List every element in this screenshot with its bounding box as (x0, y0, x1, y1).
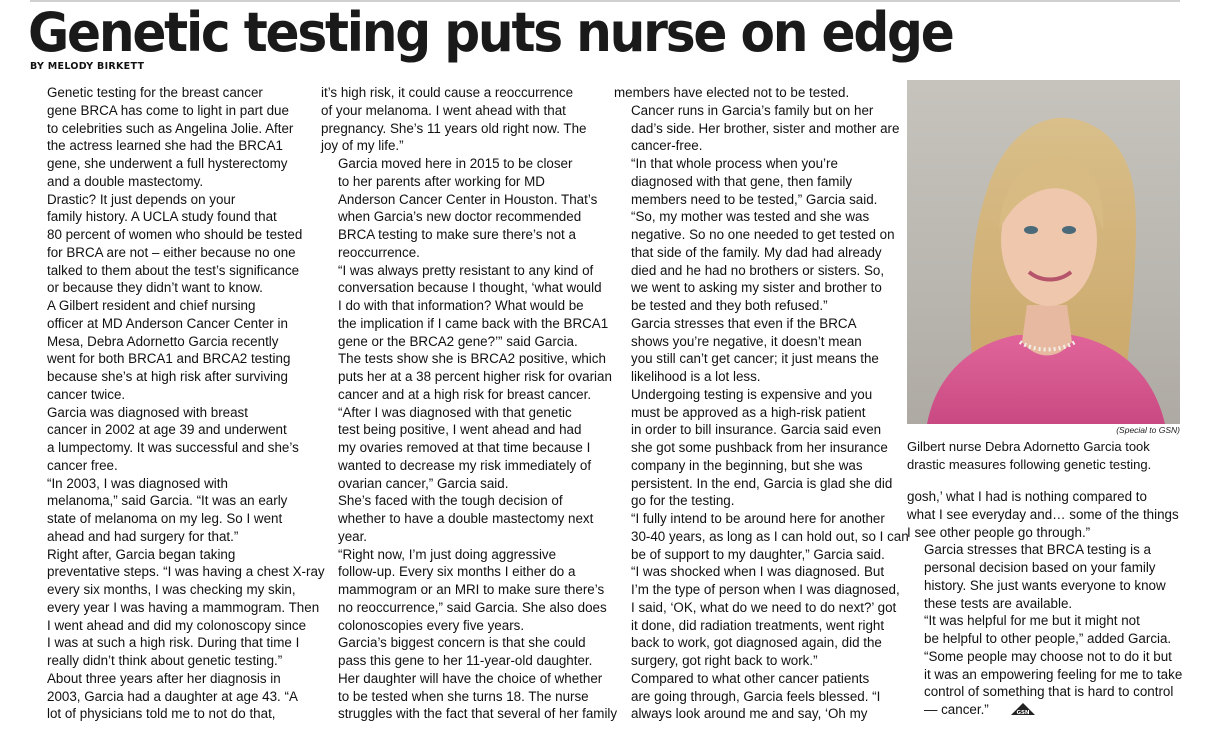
text-line: “I fully intend to be around here for another (631, 511, 885, 526)
text-line: and a double mastectomy. (47, 173, 204, 189)
article-paragraph (321, 155, 597, 262)
text-line: gosh,’ what I had is nothing compared to (907, 489, 1147, 504)
article-paragraph (30, 546, 325, 670)
text-line: history. She just wants everyone to know (924, 577, 1166, 593)
text-line: year. (338, 528, 368, 544)
text-line: About three years after her diagnosis in (47, 670, 281, 686)
text-line: “So, my mother was tested and she was (631, 209, 870, 225)
text-line: I’m the type of person when I was diagnosed, (631, 582, 900, 597)
text-line: of your melanoma. I went ahead with that (321, 102, 566, 118)
text-line: Garcia was diagnosed with breast (47, 404, 248, 420)
text-line: conversation because I thought, ‘what would (338, 280, 602, 296)
text-line: wanted to decrease my risk immediately of (338, 457, 592, 473)
text-line: Garcia moved here in 2015 to be closer (338, 156, 573, 171)
text-line: Anderson Cancer Center in Houston. That’s (338, 191, 598, 207)
text-line: state of melanoma on my leg. So I went (47, 511, 283, 526)
text-line: persistent. In the end, Garcia is glad she did (631, 475, 893, 491)
text-line: every six months, I was checking my skin, (47, 582, 296, 597)
article-paragraph (30, 84, 302, 191)
article-paragraph (30, 297, 302, 404)
text-line: — cancer.” (924, 702, 989, 717)
text-line: pregnancy. She’s 11 years old right now. The (321, 120, 587, 136)
text-line: what I see everyday and… some of the things (907, 506, 1179, 522)
article-paragraph (321, 84, 597, 155)
portrait-illustration (907, 80, 1180, 424)
text-line: gene or the BRCA2 gene?’” said Garcia. (338, 333, 578, 349)
article-paragraph (907, 541, 1182, 612)
text-line: ovarian cancer,” Garcia said. (338, 475, 509, 491)
text-line: because she’s at high risk after surviving (47, 369, 288, 384)
text-line: cancer twice. (47, 386, 126, 402)
article-paragraph (614, 510, 909, 563)
text-line: no reoccurrence,” said Garcia. She also does (338, 599, 607, 615)
text-line: Her daughter will have the choice of whether (338, 670, 603, 686)
caption-line: Gilbert nurse Debra Adornetto Garcia took (907, 439, 1150, 454)
text-line: members need to be tested,” Garcia said. (631, 191, 878, 207)
article-paragraph (614, 102, 900, 155)
text-line: to celebrities such as Angelina Jolie. After (47, 120, 294, 136)
text-line: mammogram or an MRI to make sure there’s (338, 582, 605, 597)
text-line: I went ahead and did my colonoscopy since (47, 617, 307, 633)
text-line: I said, ‘OK, what do we need to do next?’ got (631, 599, 897, 615)
article-paragraph (614, 670, 890, 723)
article-column-2 (321, 84, 618, 723)
text-line: test being positive, I went ahead and had (338, 422, 582, 438)
article-paragraph (614, 84, 890, 102)
text-line: it done, did radiation treatments, went right (631, 617, 885, 633)
article-paragraph (321, 404, 597, 493)
text-line: “It was helpful for me but it might not (924, 613, 1140, 629)
text-line: back to work, got diagnosed again, did the (631, 635, 882, 651)
text-line: my ovaries removed at that time because I (338, 440, 591, 455)
text-line: always look around me and say, ‘Oh my (631, 706, 868, 722)
text-line: control of something that is hard to control (924, 684, 1174, 700)
text-line: lot of physicians told me to not do that, (47, 706, 276, 722)
text-line: go for the testing. (631, 493, 735, 509)
text-line: Right after, Garcia began taking (47, 546, 236, 562)
text-line: shows you’re negative, it doesn’t mean (631, 333, 862, 349)
caption-line: drastic measures following genetic testing. (907, 456, 1152, 472)
article-paragraph (321, 350, 612, 403)
article-paragraph (321, 546, 607, 635)
article-paragraph (321, 634, 618, 723)
text-line: members have elected not to be tested. (614, 85, 850, 100)
headline: Genetic testing puts nurse on edge (28, 1, 953, 64)
text-line: for BRCA are not – either because no one (47, 244, 296, 260)
text-line: every year I was having a mammogram. Then (47, 599, 320, 615)
text-line: Garcia stresses that even if the BRCA (631, 315, 857, 331)
text-line: colonoscopies every five years. (338, 617, 525, 633)
text-line: whether to have a double mastectomy next (338, 511, 594, 526)
text-line: “I was shocked when I was diagnosed. But (631, 564, 885, 580)
gsn-end-mark-icon (993, 702, 1036, 721)
text-line: “Some people may choose not to do it but (924, 648, 1172, 664)
photo-caption (907, 438, 1182, 473)
text-line: “After I was diagnosed with that genetic (338, 404, 572, 420)
text-line: pass this gene to her 11-year-old daughter. (338, 653, 593, 668)
text-line: Garcia’s biggest concern is that she could (338, 635, 586, 651)
text-line: personal decision based on your family (924, 560, 1156, 575)
text-line: company in the beginning, but she was (631, 457, 863, 473)
text-line: died and he had no brothers or sisters. So, (631, 262, 885, 278)
text-line: she got some pushback from her insurance (631, 440, 888, 455)
text-line: be helpful to other people,” added Garcia. (924, 631, 1172, 646)
text-line: a lumpectomy. It was successful and she’s (47, 440, 299, 455)
article-paragraph (614, 155, 895, 315)
text-line: Mesa, Debra Adornetto Garcia recently (47, 333, 279, 349)
text-line: officer at MD Anderson Cancer Center in (47, 315, 288, 331)
text-line: these tests are available. (924, 595, 1073, 611)
text-line: preventative steps. “I was having a chest X-ray (47, 564, 325, 580)
text-line: 30-40 years, as long as I can hold out, so I can (631, 528, 909, 544)
text-line: surgery, got right back to work.” (631, 653, 818, 668)
text-line: cancer free. (47, 457, 118, 473)
article-paragraph (614, 386, 893, 510)
text-line: cancer-free. (631, 138, 703, 154)
text-line: Undergoing testing is expensive and you (631, 386, 873, 402)
article-paragraph (321, 262, 609, 351)
article-paragraph (30, 404, 302, 475)
article-column-3 (614, 84, 909, 723)
text-line: in order to bill insurance. Garcia said even (631, 422, 882, 438)
text-line: 80 percent of women who should be tested (47, 227, 303, 242)
photo-credit: (Special to GSN) (1116, 425, 1180, 435)
text-line: follow-up. Every six months I either do a (338, 564, 576, 580)
article-paragraph (30, 670, 302, 723)
text-line: the actress learned she had the BRCA1 (47, 138, 283, 154)
text-line: you still can’t get cancer; it just means the (631, 351, 879, 367)
text-line: to her parents after working for MD (338, 173, 545, 189)
text-line: it’s high risk, it could cause a reoccurrence (321, 85, 574, 100)
article-paragraph (30, 191, 302, 298)
text-line: family history. A UCLA study found that (47, 209, 277, 225)
text-line: it was an empowering feeling for me to take (924, 666, 1183, 682)
text-line: Cancer runs in Garcia’s family but on her (631, 102, 874, 118)
text-line: diagnosed with that gene, then family (631, 173, 853, 189)
text-line: dad’s side. Her brother, sister and mother are (631, 120, 900, 136)
article-column-4 (907, 488, 1182, 721)
text-line: gene BRCA has come to light in part due (47, 102, 289, 118)
text-line: went for both BRCA1 and BRCA2 testing (47, 351, 291, 367)
text-line: the implication if I came back with the BRCA1 (338, 315, 609, 331)
article-paragraph (907, 612, 1182, 721)
svg-text:GSN: GSN (1016, 710, 1030, 716)
text-line: I do with that information? What would be (338, 298, 584, 313)
text-line: puts her at a 38 percent higher risk for ovarian (338, 369, 612, 384)
text-line: cancer and at a high risk for breast cancer. (338, 386, 592, 402)
text-line: ahead and had surgery for that.” (47, 528, 239, 544)
byline: BY MELODY BIRKETT (30, 61, 145, 72)
text-line: likelihood is a lot less. (631, 369, 761, 384)
article-paragraph (614, 563, 900, 670)
text-line: joy of my life.” (321, 138, 404, 154)
article-paragraph (614, 315, 890, 386)
text-line: to be tested when she turns 18. The nurse (338, 688, 589, 704)
text-line: be of support to my daughter,” Garcia said. (631, 546, 885, 562)
article-paragraph (321, 492, 597, 545)
text-line: are going through, Garcia feels blessed. “I (631, 688, 881, 704)
last-line (907, 701, 1182, 721)
text-line: Drastic? It just depends on your (47, 191, 236, 207)
text-line: or because they didn’t want to know. (47, 280, 263, 296)
text-line: talked to them about the test’s significance (47, 262, 300, 278)
text-line: She’s faced with the tough decision of (338, 493, 563, 509)
text-line: Garcia stresses that BRCA testing is a (924, 542, 1151, 558)
text-line: really didn’t think about genetic testing.” (47, 653, 283, 668)
text-line: A Gilbert resident and chief nursing (47, 298, 256, 313)
text-line: I see other people go through.” (907, 524, 1091, 540)
text-line: “Right now, I’m just doing aggressive (338, 546, 557, 562)
text-line: The tests show she is BRCA2 positive, which (338, 351, 606, 367)
text-line: “In 2003, I was diagnosed with (47, 475, 228, 491)
portrait-photo (907, 80, 1180, 424)
text-line: I was at such a high risk. During that time I (47, 635, 300, 651)
article-paragraph (30, 475, 302, 546)
text-line: struggles with the fact that several of her family (338, 706, 618, 722)
text-line: be tested and they both refused.” (631, 298, 828, 313)
text-line: melanoma,” said Garcia. “It was an early (47, 493, 288, 509)
text-line: “In that whole process when you’re (631, 156, 838, 171)
text-line: Compared to what other cancer patients (631, 670, 870, 686)
article-paragraph (907, 488, 1182, 541)
text-line: must be approved as a high-risk patient (631, 404, 866, 420)
text-line: Genetic testing for the breast cancer (47, 85, 263, 100)
text-line: 2003, Garcia had a daughter at age 43. “A (47, 688, 298, 704)
text-line: that side of the family. My dad had already (631, 244, 882, 260)
text-line: gene, she underwent a full hysterectomy (47, 156, 288, 171)
text-line: we went to asking my sister and brother to (631, 280, 882, 296)
article-column-1 (30, 84, 325, 723)
text-line: negative. So no one needed to get tested on (631, 227, 895, 242)
text-line: “I was always pretty resistant to any kind of (338, 262, 594, 278)
text-line: BRCA testing to make sure there’s not a (338, 227, 576, 242)
text-line: cancer in 2002 at age 39 and underwent (47, 422, 287, 438)
text-line: when Garcia’s new doctor recommended (338, 209, 582, 225)
text-line: reoccurrence. (338, 244, 420, 260)
